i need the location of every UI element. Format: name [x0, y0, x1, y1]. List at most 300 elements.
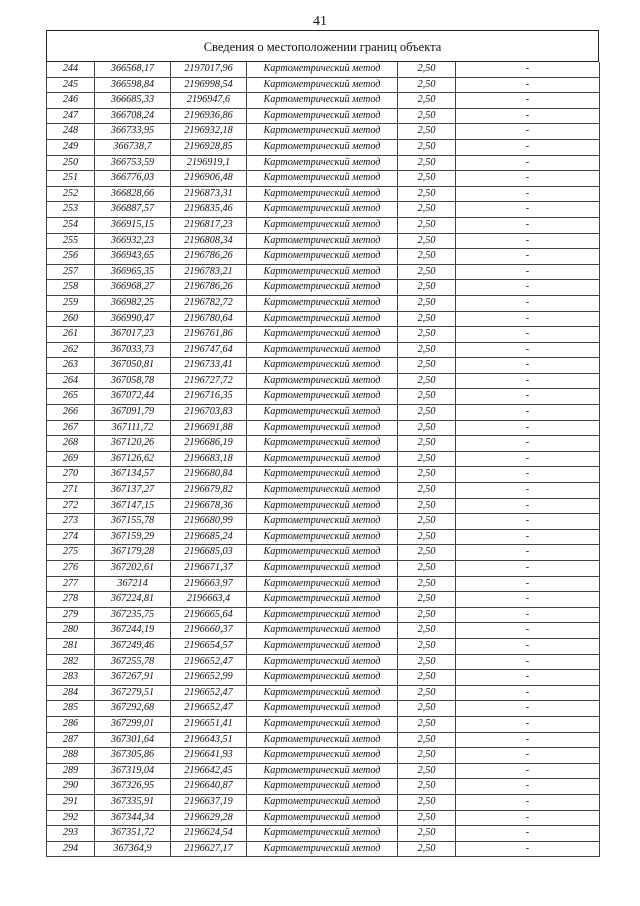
table-row: [47, 545, 600, 561]
table-row: [47, 654, 600, 670]
method-cell: Картометрический метод: [247, 716, 398, 732]
method-cell: Картометрический метод: [247, 124, 398, 140]
table-row: [47, 139, 600, 155]
point-number-cell: 277: [47, 576, 95, 592]
point-number-cell: 281: [47, 638, 95, 654]
point-number-cell: 287: [47, 732, 95, 748]
description-cell: -: [456, 280, 600, 296]
description-cell: -: [456, 202, 600, 218]
accuracy-cell: 2,50: [398, 638, 456, 654]
method-cell: Картометрический метод: [247, 467, 398, 483]
y-coordinate-cell: 2196624,54: [171, 826, 247, 842]
method-cell: Картометрический метод: [247, 561, 398, 577]
x-coordinate-cell: 367344,34: [95, 810, 171, 826]
y-coordinate-cell: 2196660,37: [171, 623, 247, 639]
y-coordinate-cell: 2196936,86: [171, 108, 247, 124]
description-cell: -: [456, 514, 600, 530]
table-row: [47, 358, 600, 374]
accuracy-cell: 2,50: [398, 77, 456, 93]
x-coordinate-cell: 367299,01: [95, 716, 171, 732]
method-cell: Картометрический метод: [247, 545, 398, 561]
x-coordinate-cell: 366990,47: [95, 311, 171, 327]
x-coordinate-cell: 367134,57: [95, 467, 171, 483]
y-coordinate-cell: 2196652,99: [171, 670, 247, 686]
method-cell: Картометрический метод: [247, 748, 398, 764]
y-coordinate-cell: 2196640,87: [171, 779, 247, 795]
x-coordinate-cell: 367301,64: [95, 732, 171, 748]
description-cell: -: [456, 607, 600, 623]
table-row: [47, 93, 600, 109]
accuracy-cell: 2,50: [398, 483, 456, 499]
accuracy-cell: 2,50: [398, 405, 456, 421]
point-number-cell: 255: [47, 233, 95, 249]
description-cell: -: [456, 108, 600, 124]
x-coordinate-cell: 367155,78: [95, 514, 171, 530]
y-coordinate-cell: 2196629,28: [171, 810, 247, 826]
point-number-cell: 279: [47, 607, 95, 623]
point-number-cell: 273: [47, 514, 95, 530]
point-number-cell: 278: [47, 592, 95, 608]
table-row: [47, 342, 600, 358]
method-cell: Картометрический метод: [247, 451, 398, 467]
description-cell: -: [456, 186, 600, 202]
y-coordinate-cell: 2196663,97: [171, 576, 247, 592]
method-cell: Картометрический метод: [247, 358, 398, 374]
point-number-cell: 250: [47, 155, 95, 171]
method-cell: Картометрический метод: [247, 436, 398, 452]
table-row: [47, 576, 600, 592]
method-cell: Картометрический метод: [247, 93, 398, 109]
y-coordinate-cell: 2196654,57: [171, 638, 247, 654]
accuracy-cell: 2,50: [398, 217, 456, 233]
x-coordinate-cell: 367267,91: [95, 670, 171, 686]
point-number-cell: 256: [47, 249, 95, 265]
x-coordinate-cell: 366733,95: [95, 124, 171, 140]
point-number-cell: 252: [47, 186, 95, 202]
y-coordinate-cell: 2197017,96: [171, 62, 247, 77]
coordinates-table: [46, 62, 600, 857]
description-cell: -: [456, 763, 600, 779]
y-coordinate-cell: 2196727,72: [171, 373, 247, 389]
y-coordinate-cell: 2196782,72: [171, 295, 247, 311]
point-number-cell: 292: [47, 810, 95, 826]
table-row: [47, 514, 600, 530]
method-cell: Картометрический метод: [247, 311, 398, 327]
accuracy-cell: 2,50: [398, 826, 456, 842]
description-cell: -: [456, 124, 600, 140]
x-coordinate-cell: 366887,57: [95, 202, 171, 218]
y-coordinate-cell: 2196906,48: [171, 171, 247, 187]
table-row: [47, 202, 600, 218]
point-number-cell: 265: [47, 389, 95, 405]
x-coordinate-cell: 367120,26: [95, 436, 171, 452]
method-cell: Картометрический метод: [247, 389, 398, 405]
accuracy-cell: 2,50: [398, 436, 456, 452]
point-number-cell: 294: [47, 841, 95, 857]
x-coordinate-cell: 366776,03: [95, 171, 171, 187]
accuracy-cell: 2,50: [398, 467, 456, 483]
y-coordinate-cell: 2196651,41: [171, 716, 247, 732]
point-number-cell: 258: [47, 280, 95, 296]
x-coordinate-cell: 367126,62: [95, 451, 171, 467]
method-cell: Картометрический метод: [247, 794, 398, 810]
x-coordinate-cell: 367235,75: [95, 607, 171, 623]
description-cell: -: [456, 701, 600, 717]
point-number-cell: 247: [47, 108, 95, 124]
y-coordinate-cell: 2196637,19: [171, 794, 247, 810]
description-cell: -: [456, 295, 600, 311]
description-cell: -: [456, 249, 600, 265]
table-row: [47, 171, 600, 187]
accuracy-cell: 2,50: [398, 202, 456, 218]
accuracy-cell: 2,50: [398, 108, 456, 124]
accuracy-cell: 2,50: [398, 810, 456, 826]
method-cell: Картометрический метод: [247, 701, 398, 717]
point-number-cell: 261: [47, 327, 95, 343]
y-coordinate-cell: 2196643,51: [171, 732, 247, 748]
accuracy-cell: 2,50: [398, 779, 456, 795]
point-number-cell: 263: [47, 358, 95, 374]
x-coordinate-cell: 367050,81: [95, 358, 171, 374]
x-coordinate-cell: 366828,66: [95, 186, 171, 202]
accuracy-cell: 2,50: [398, 716, 456, 732]
description-cell: -: [456, 217, 600, 233]
method-cell: Картометрический метод: [247, 638, 398, 654]
method-cell: Картометрический метод: [247, 529, 398, 545]
y-coordinate-cell: 2196780,64: [171, 311, 247, 327]
table-row: [47, 217, 600, 233]
table-row: [47, 405, 600, 421]
point-number-cell: 259: [47, 295, 95, 311]
accuracy-cell: 2,50: [398, 342, 456, 358]
method-cell: Картометрический метод: [247, 841, 398, 857]
y-coordinate-cell: 2196663,4: [171, 592, 247, 608]
accuracy-cell: 2,50: [398, 280, 456, 296]
accuracy-cell: 2,50: [398, 654, 456, 670]
y-coordinate-cell: 2196716,35: [171, 389, 247, 405]
table-row: [47, 732, 600, 748]
point-number-cell: 275: [47, 545, 95, 561]
method-cell: Картометрический метод: [247, 810, 398, 826]
accuracy-cell: 2,50: [398, 249, 456, 265]
description-cell: -: [456, 592, 600, 608]
x-coordinate-cell: 366685,33: [95, 93, 171, 109]
method-cell: Картометрический метод: [247, 202, 398, 218]
method-cell: Картометрический метод: [247, 139, 398, 155]
x-coordinate-cell: 366753,59: [95, 155, 171, 171]
x-coordinate-cell: 366915,15: [95, 217, 171, 233]
accuracy-cell: 2,50: [398, 748, 456, 764]
description-cell: -: [456, 358, 600, 374]
description-cell: -: [456, 529, 600, 545]
accuracy-cell: 2,50: [398, 529, 456, 545]
description-cell: -: [456, 561, 600, 577]
accuracy-cell: 2,50: [398, 498, 456, 514]
y-coordinate-cell: 2196932,18: [171, 124, 247, 140]
accuracy-cell: 2,50: [398, 327, 456, 343]
y-coordinate-cell: 2196642,45: [171, 763, 247, 779]
x-coordinate-cell: 367351,72: [95, 826, 171, 842]
table-row: [47, 685, 600, 701]
description-cell: -: [456, 264, 600, 280]
accuracy-cell: 2,50: [398, 545, 456, 561]
x-coordinate-cell: 367214: [95, 576, 171, 592]
accuracy-cell: 2,50: [398, 295, 456, 311]
x-coordinate-cell: 366568,17: [95, 62, 171, 77]
table-row: [47, 373, 600, 389]
method-cell: Картометрический метод: [247, 233, 398, 249]
table-row: [47, 233, 600, 249]
accuracy-cell: 2,50: [398, 685, 456, 701]
point-number-cell: 283: [47, 670, 95, 686]
point-number-cell: 289: [47, 763, 95, 779]
method-cell: Картометрический метод: [247, 607, 398, 623]
method-cell: Картометрический метод: [247, 779, 398, 795]
method-cell: Картометрический метод: [247, 295, 398, 311]
y-coordinate-cell: 2196786,26: [171, 249, 247, 265]
description-cell: -: [456, 638, 600, 654]
point-number-cell: 251: [47, 171, 95, 187]
accuracy-cell: 2,50: [398, 576, 456, 592]
accuracy-cell: 2,50: [398, 420, 456, 436]
method-cell: Картометрический метод: [247, 623, 398, 639]
description-cell: -: [456, 794, 600, 810]
table-row: [47, 249, 600, 265]
description-cell: -: [456, 342, 600, 358]
table-row: [47, 295, 600, 311]
x-coordinate-cell: 367179,28: [95, 545, 171, 561]
table-row: [47, 701, 600, 717]
table-row: [47, 794, 600, 810]
x-coordinate-cell: 367091,79: [95, 405, 171, 421]
x-coordinate-cell: 366982,25: [95, 295, 171, 311]
accuracy-cell: 2,50: [398, 841, 456, 857]
table-row: [47, 498, 600, 514]
accuracy-cell: 2,50: [398, 670, 456, 686]
table-row: [47, 529, 600, 545]
y-coordinate-cell: 2196678,36: [171, 498, 247, 514]
description-cell: -: [456, 779, 600, 795]
point-number-cell: 280: [47, 623, 95, 639]
x-coordinate-cell: 366932,23: [95, 233, 171, 249]
description-cell: -: [456, 139, 600, 155]
table-row: [47, 420, 600, 436]
description-cell: -: [456, 716, 600, 732]
point-number-cell: 249: [47, 139, 95, 155]
y-coordinate-cell: 2196671,37: [171, 561, 247, 577]
method-cell: Картометрический метод: [247, 373, 398, 389]
point-number-cell: 290: [47, 779, 95, 795]
description-cell: -: [456, 93, 600, 109]
method-cell: Картометрический метод: [247, 732, 398, 748]
description-cell: -: [456, 171, 600, 187]
x-coordinate-cell: 367224,81: [95, 592, 171, 608]
table-row: [47, 561, 600, 577]
x-coordinate-cell: 367159,29: [95, 529, 171, 545]
x-coordinate-cell: 367279,51: [95, 685, 171, 701]
point-number-cell: 285: [47, 701, 95, 717]
description-cell: -: [456, 467, 600, 483]
method-cell: Картометрический метод: [247, 498, 398, 514]
accuracy-cell: 2,50: [398, 171, 456, 187]
point-number-cell: 269: [47, 451, 95, 467]
accuracy-cell: 2,50: [398, 561, 456, 577]
x-coordinate-cell: 366738,7: [95, 139, 171, 155]
table-row: [47, 264, 600, 280]
table-row: [47, 810, 600, 826]
point-number-cell: 284: [47, 685, 95, 701]
description-cell: -: [456, 420, 600, 436]
table-row: [47, 451, 600, 467]
method-cell: Картометрический метод: [247, 249, 398, 265]
x-coordinate-cell: 367319,04: [95, 763, 171, 779]
point-number-cell: 288: [47, 748, 95, 764]
table-row: [47, 748, 600, 764]
x-coordinate-cell: 367058,78: [95, 373, 171, 389]
description-cell: -: [456, 732, 600, 748]
description-cell: -: [456, 436, 600, 452]
method-cell: Картометрический метод: [247, 654, 398, 670]
accuracy-cell: 2,50: [398, 62, 456, 77]
description-cell: -: [456, 841, 600, 857]
point-number-cell: 282: [47, 654, 95, 670]
description-cell: -: [456, 155, 600, 171]
y-coordinate-cell: 2196691,88: [171, 420, 247, 436]
accuracy-cell: 2,50: [398, 514, 456, 530]
table-row: [47, 483, 600, 499]
point-number-cell: 268: [47, 436, 95, 452]
method-cell: Картометрический метод: [247, 62, 398, 77]
description-cell: -: [456, 373, 600, 389]
accuracy-cell: 2,50: [398, 155, 456, 171]
table-row: [47, 280, 600, 296]
method-cell: Картометрический метод: [247, 342, 398, 358]
table-row: [47, 108, 600, 124]
method-cell: Картометрический метод: [247, 405, 398, 421]
method-cell: Картометрический метод: [247, 685, 398, 701]
description-cell: -: [456, 623, 600, 639]
description-cell: -: [456, 826, 600, 842]
method-cell: Картометрический метод: [247, 576, 398, 592]
x-coordinate-cell: 366943,65: [95, 249, 171, 265]
method-cell: Картометрический метод: [247, 217, 398, 233]
description-cell: -: [456, 233, 600, 249]
method-cell: Картометрический метод: [247, 420, 398, 436]
point-number-cell: 267: [47, 420, 95, 436]
table-row: [47, 62, 600, 77]
method-cell: Картометрический метод: [247, 171, 398, 187]
x-coordinate-cell: 366965,35: [95, 264, 171, 280]
y-coordinate-cell: 2196733,41: [171, 358, 247, 374]
accuracy-cell: 2,50: [398, 124, 456, 140]
x-coordinate-cell: 366598,84: [95, 77, 171, 93]
table-row: [47, 670, 600, 686]
y-coordinate-cell: 2196817,23: [171, 217, 247, 233]
accuracy-cell: 2,50: [398, 607, 456, 623]
table-row: [47, 623, 600, 639]
point-number-cell: 262: [47, 342, 95, 358]
method-cell: Картометрический метод: [247, 763, 398, 779]
y-coordinate-cell: 2196627,17: [171, 841, 247, 857]
description-cell: -: [456, 654, 600, 670]
point-number-cell: 274: [47, 529, 95, 545]
table-row: [47, 389, 600, 405]
point-number-cell: 293: [47, 826, 95, 842]
method-cell: Картометрический метод: [247, 483, 398, 499]
description-cell: -: [456, 670, 600, 686]
table-row: [47, 155, 600, 171]
point-number-cell: 291: [47, 794, 95, 810]
x-coordinate-cell: 367249,46: [95, 638, 171, 654]
point-number-cell: 272: [47, 498, 95, 514]
y-coordinate-cell: 2196652,47: [171, 701, 247, 717]
point-number-cell: 271: [47, 483, 95, 499]
description-cell: -: [456, 77, 600, 93]
point-number-cell: 245: [47, 77, 95, 93]
accuracy-cell: 2,50: [398, 311, 456, 327]
method-cell: Картометрический метод: [247, 77, 398, 93]
accuracy-cell: 2,50: [398, 233, 456, 249]
method-cell: Картометрический метод: [247, 670, 398, 686]
accuracy-cell: 2,50: [398, 373, 456, 389]
point-number-cell: 270: [47, 467, 95, 483]
x-coordinate-cell: 367202,61: [95, 561, 171, 577]
description-cell: -: [456, 311, 600, 327]
x-coordinate-cell: 367255,78: [95, 654, 171, 670]
y-coordinate-cell: 2196998,54: [171, 77, 247, 93]
y-coordinate-cell: 2196835,46: [171, 202, 247, 218]
x-coordinate-cell: 367147,15: [95, 498, 171, 514]
x-coordinate-cell: 367137,27: [95, 483, 171, 499]
x-coordinate-cell: 367335,91: [95, 794, 171, 810]
description-cell: -: [456, 327, 600, 343]
point-number-cell: 286: [47, 716, 95, 732]
accuracy-cell: 2,50: [398, 389, 456, 405]
x-coordinate-cell: 366708,24: [95, 108, 171, 124]
x-coordinate-cell: 366968,27: [95, 280, 171, 296]
accuracy-cell: 2,50: [398, 623, 456, 639]
description-cell: -: [456, 62, 600, 77]
table-row: [47, 763, 600, 779]
section-title: Сведения о местоположении границ объекта: [46, 30, 599, 62]
table-row: [47, 592, 600, 608]
method-cell: Картометрический метод: [247, 108, 398, 124]
page-number: 41: [313, 14, 327, 29]
table-row: [47, 841, 600, 857]
y-coordinate-cell: 2196680,99: [171, 514, 247, 530]
accuracy-cell: 2,50: [398, 701, 456, 717]
point-number-cell: 246: [47, 93, 95, 109]
point-number-cell: 266: [47, 405, 95, 421]
point-number-cell: 276: [47, 561, 95, 577]
table-row: [47, 779, 600, 795]
x-coordinate-cell: 367326,95: [95, 779, 171, 795]
point-number-cell: 257: [47, 264, 95, 280]
y-coordinate-cell: 2196665,64: [171, 607, 247, 623]
table-row: [47, 826, 600, 842]
accuracy-cell: 2,50: [398, 592, 456, 608]
point-number-cell: 244: [47, 62, 95, 77]
x-coordinate-cell: 367111,72: [95, 420, 171, 436]
y-coordinate-cell: 2196786,26: [171, 280, 247, 296]
y-coordinate-cell: 2196747,64: [171, 342, 247, 358]
table-row: [47, 607, 600, 623]
method-cell: Картометрический метод: [247, 155, 398, 171]
y-coordinate-cell: 2196919,1: [171, 155, 247, 171]
accuracy-cell: 2,50: [398, 358, 456, 374]
y-coordinate-cell: 2196808,34: [171, 233, 247, 249]
table-row: [47, 467, 600, 483]
